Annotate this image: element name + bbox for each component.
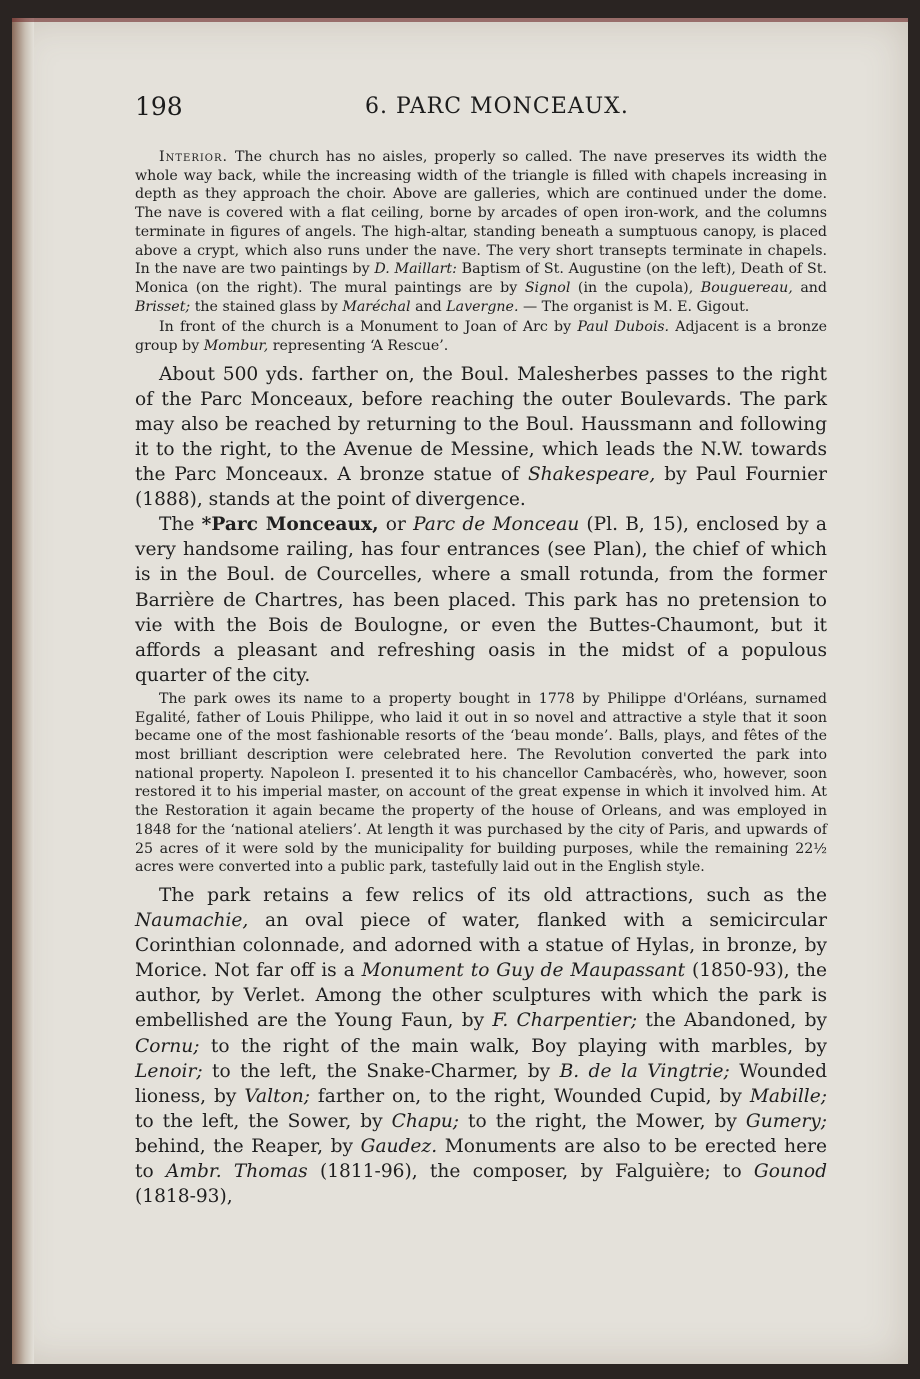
history-paragraph: The park owes its name to a property bought in 1778 by Philippe d'Orléans, surnamed Egalité, father of Louis Philippe, who laid it out in so novel and attractive a style that it soon became one of the most fashionable resorts of the ‘beau monde’. Balls, plays, and fêtes of the most brilliant description were celebrated here. The Revolution converted the park into national property. Napoleon I. presented it to his chancellor Cambacérès, who, however, soon restored it to his imperial master, on account of the great expense in which it involved him. At the Restoration it again became the property of the house of Orleans, and was employed in 1848 for the ‘national ateliers’. At length it was purchased by the city of Paris, and upwards of 25 acres of it were sold by the municipality for building purposes, while the remaining 22½ acres were converted into a public park, tastefully laid out in the English style. [135, 690, 827, 876]
book-gutter [12, 18, 34, 1364]
book-page [12, 18, 908, 1364]
sculptures-paragraph: The park retains a few relics of its old attractions, such as the Naumachie, an oval piece of water, flanked with a semicircular Corinthian colonnade, and adorned with a statue of Hylas, in bronze, by Morice. Not far off is a Monument to Guy de Maupassant (1850-93), the author, by Verlet. Among the other sculptures with which the park is embellished are the Young Faun, by F. Charpentier; the Abandoned, by Cornu; to the right of the main walk, Boy playing with marbles, by Lenoir; to the left, the Snake-Charmer, by B. de la Vingtrie; Wounded lioness, by Valton; farther on, to the right, Wounded Cupid, by Mabille; to the left, the Sower, by Chapu; to the right, the Mower, by Gumery; behind, the Reaper, by Gaudez. Monuments are also to be erected here to Ambr. Thomas (1811-96), the composer, by Falguière; to Gounod (1818-93), [135, 884, 828, 1208]
monument-paragraph: In front of the church is a Monument to Joan of Arc by Paul Dubois. Adjacent is a bronze group by Mombur, representing ‘A Rescue’. [135, 319, 828, 355]
section-lead: Interior. [159, 149, 229, 165]
parc-paragraph: The *Parc Monceaux, or Parc de Monceau (Pl. B, 15), enclosed by a very handsome railing, has four entrances (see Plan), the chief of which is in the Boul. de Courcelles, where a small rotunda, from the former Barrière de Chartres, has been placed. This park has no pretension to vie with the Bois de Boulogne, or even the Buttes-Chaumont, but it affords a pleasant and refreshing oasis in the midst of a populous quarter of the city. [135, 514, 828, 686]
page-top-edge [12, 18, 908, 22]
route-paragraph: About 500 yds. farther on, the Boul. Malesherbes passes to the right of the Parc Monceaux, before reaching the outer Boulevards. The park may also be reached by returning to the Boul. Haussmann and following it to the right, to the Avenue de Messine, which leads the N.W. towards the Parc Monceaux. A bronze statue of Shakespeare, by Paul Fournier (1888), stands at the point of divergence. [135, 363, 827, 511]
running-header [135, 88, 825, 128]
interior-paragraph: Interior. The church has no aisles, properly so called. The nave preserves its width the whole way back, while the increasing width of the triangle is filled with chapels increasing in depth as they approach the choir. Above are galleries, which are continued under the dome. The nave is covered with a flat ceiling, borne by arcades of open iron-work, and the columns terminate in figures of angels. The high-altar, standing beneath a sumptuous canopy, is placed above a crypt, which also runs under the nave. The very short transepts terminate in chapels. In the nave are two paintings by D. Maillart: Baptism of St. Augustine (on the left), Death of St. Monica (on the right). The mural paintings are by Signol (in the cupola), Bouguereau, and Brisset; the stained glass by Maréchal and Lavergne. — The organist is M. E. Gigout. [135, 149, 828, 315]
page-body [135, 148, 827, 1209]
running-title: 6. PARC MONCEAUX. [365, 94, 629, 119]
page-number: 198 [135, 92, 183, 121]
